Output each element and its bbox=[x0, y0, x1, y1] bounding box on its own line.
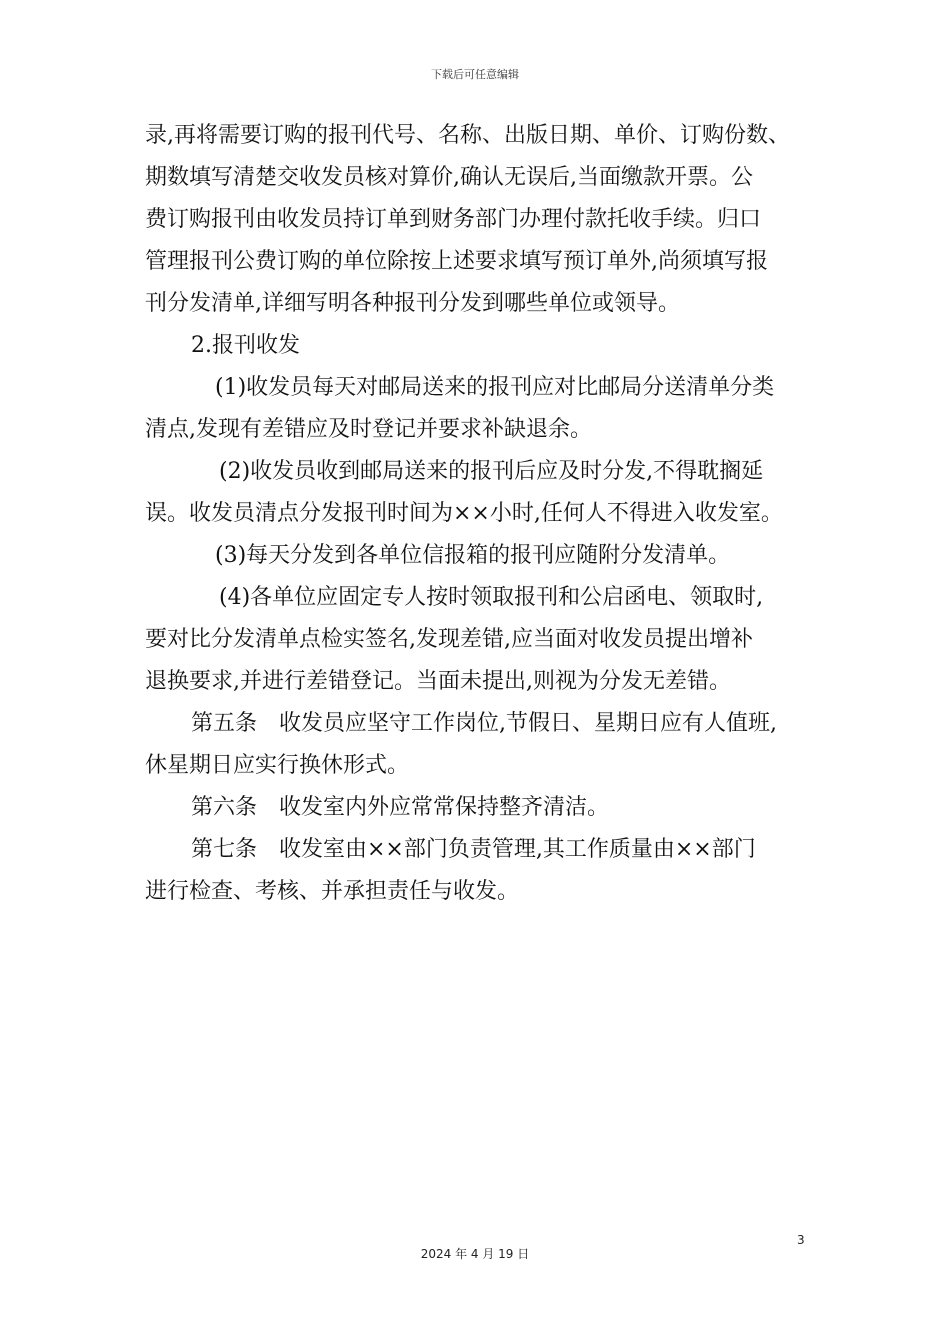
article-line: 第六条 收发室内外应常常保持整齐清洁。 bbox=[191, 795, 610, 820]
body-line: 刊分发清单,详细写明各种报刊分发到哪些单位或领导。 bbox=[145, 291, 680, 316]
body-line: (4)各单位应固定专人按时领取报刊和公启函电、领取时, bbox=[219, 585, 764, 610]
page-footer-date: 2024 年 4 月 19 日 bbox=[420, 1247, 530, 1261]
body-line: 期数填写清楚交收发员核对算价,确认无误后,当面缴款开票。公 bbox=[145, 165, 753, 190]
body-line: 误。收发员清点分发报刊时间为××小时,任何人不得进入收发室。 bbox=[145, 501, 783, 526]
page-header: 下载后可任意编辑 bbox=[431, 68, 519, 81]
body-line: 要对比分发清单点检实签名,发现差错,应当面对收发员提出增补 bbox=[145, 627, 753, 652]
body-line: 清点,发现有差错应及时登记并要求补缺退余。 bbox=[145, 417, 592, 442]
body-line: (3)每天分发到各单位信报箱的报刊应随附分发清单。 bbox=[215, 543, 731, 568]
body-line: 费订购报刊由收发员持订单到财务部门办理付款托收手续。归口 bbox=[145, 207, 762, 232]
section-heading: 2.报刊收发 bbox=[191, 333, 300, 358]
document-body bbox=[145, 115, 835, 913]
page-number: 3 bbox=[797, 1233, 805, 1247]
body-line: 休星期日应实行换休形式。 bbox=[145, 753, 410, 778]
body-line: (2)收发员收到邮局送来的报刊后应及时分发,不得耽搁延 bbox=[219, 459, 764, 484]
body-line: 录,再将需要订购的报刊代号、名称、出版日期、单价、订购份数、 bbox=[145, 123, 790, 148]
body-line: 退换要求,并进行差错登记。当面未提出,则视为分发无差错。 bbox=[145, 669, 731, 694]
body-line: (1)收发员每天对邮局送来的报刊应对比邮局分送清单分类 bbox=[215, 375, 775, 400]
article-line: 第七条 收发室由××部门负责管理,其工作质量由××部门 bbox=[191, 837, 756, 862]
article-line: 第五条 收发员应坚守工作岗位,节假日、星期日应有人值班, bbox=[191, 711, 777, 736]
body-line: 管理报刊公费订购的单位除按上述要求填写预订单外,尚须填写报 bbox=[145, 249, 768, 274]
body-line: 进行检查、考核、并承担责任与收发。 bbox=[145, 879, 520, 904]
